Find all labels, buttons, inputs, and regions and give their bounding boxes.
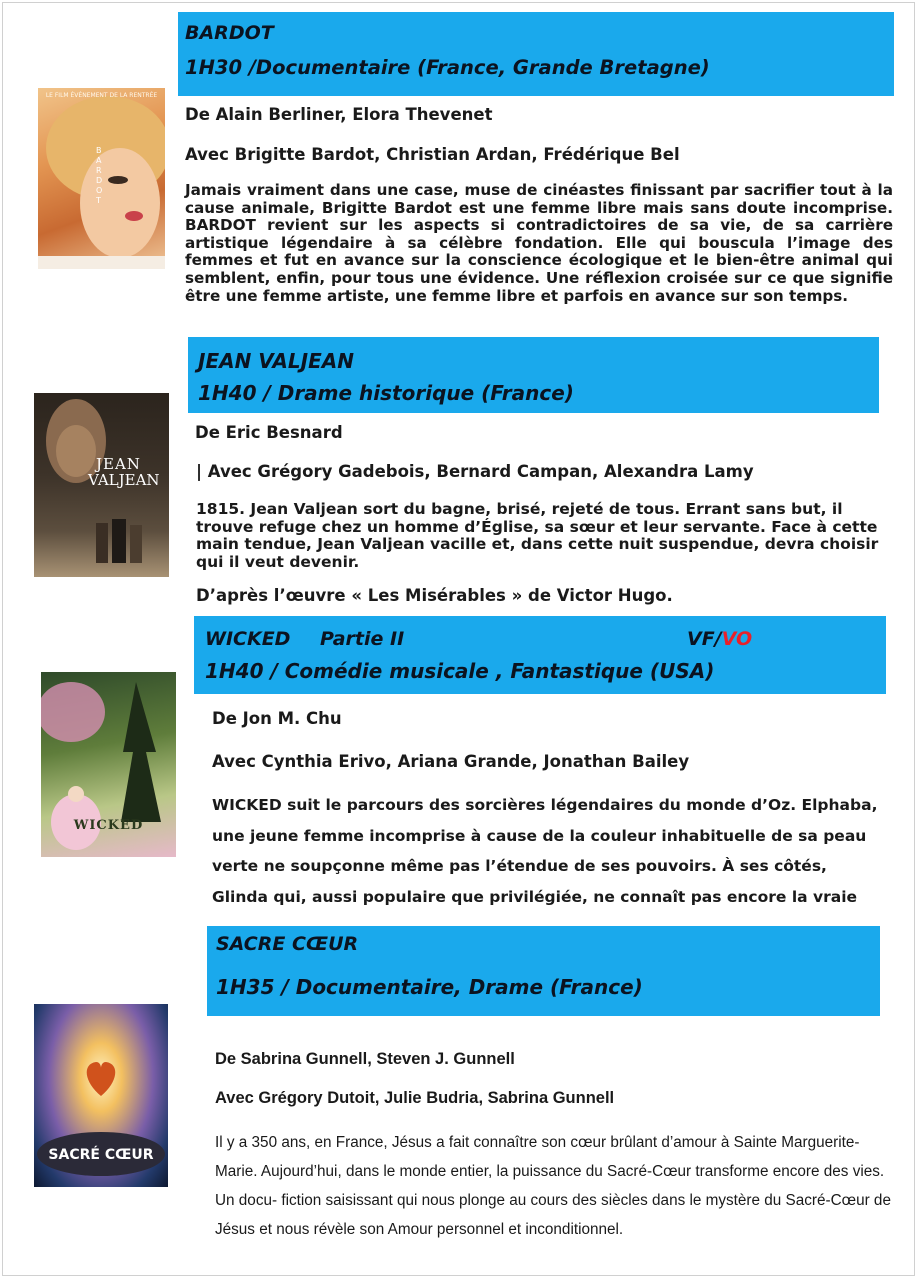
film-cast: Avec Grégory Dutoit, Julie Budria, Sabrina Gunnell	[215, 1089, 615, 1107]
film-info: 1H40 / Drame historique (France)	[198, 381, 574, 405]
poster-title-line-1: JEAN	[96, 455, 141, 473]
film-director: De Sabrina Gunnell, Steven J. Gunnell	[215, 1050, 515, 1068]
film-director: De Alain Berliner, Elora Thevenet	[185, 105, 493, 124]
film-director: De Eric Besnard	[195, 423, 343, 442]
film-info: 1H35 / Documentaire, Drame (France)	[216, 975, 643, 999]
film-version	[687, 628, 752, 650]
poster-sacre-coeur	[34, 1004, 168, 1187]
poster-title: BARDOT	[96, 146, 103, 205]
version-vf: VF/	[687, 628, 722, 650]
film-banner-wicked	[194, 616, 886, 694]
poster-wicked	[41, 672, 176, 857]
film-banner-jean-valjean	[188, 337, 879, 413]
poster-title: WICKED	[73, 818, 144, 833]
film-synopsis: Jamais vraiment dans une case, muse de cinéastes finissant par sacrifier tout à la cause animale, Brigitte Bardot est une femme libre mais sans doute incomprise. BARDOT revient sur les aspects si contradictoires de sa vie, de sa carrière artistique légendaire à sa célèbre fondation. Elle qui bouscula l’image des femmes et fut en avance sur la conscience écologique et le bien-être animal qui semblent, enfin, pour tous une évidence. Une réflexion croisée sur ce que signifie être une femme artiste, une femme libre et parfois en avance sur son temps.	[185, 181, 893, 305]
film-synopsis: WICKED suit le parcours des sorcières légendaires du monde d’Oz. Elphaba, une jeune femme incomprise à cause de la couleur inhabituelle de sa peau verte ne soupçonne même pas l’étendue de ses pouvoirs. À ses côtés, Glinda qui, aussi populaire que privilégiée, ne connaît pas encore la vraie	[212, 796, 878, 906]
film-director: De Jon M. Chu	[212, 709, 342, 728]
film-note: D’après l’œuvre « Les Misérables » de Victor Hugo.	[196, 586, 673, 605]
film-banner-sacre-coeur	[207, 926, 880, 1016]
film-title: SACRE CŒUR	[216, 933, 359, 955]
film-subtitle: Partie II	[320, 628, 405, 650]
film-info: 1H40 / Comédie musicale , Fantastique (USA)	[205, 659, 715, 683]
film-title: BARDOT	[185, 22, 274, 44]
poster-bardot	[38, 88, 165, 269]
poster-title: SACRÉ CŒUR	[48, 1147, 154, 1163]
film-synopsis: Il y a 350 ans, en France, Jésus a fait connaître son cœur brûlant d’amour à Sainte Marguerite-Marie. Aujourd’hui, dans le monde entier, la puissance du Sacré-Cœur transforme encore des vies. Un docu- fiction saisissant qui nous plonge au cours des siècles dans le mystère du Sacré-Cœur de Jésus et nous révèle son Amour personnel et inconditionnel.	[215, 1134, 891, 1238]
poster-jean-valjean	[34, 393, 169, 577]
film-cast: Avec Cynthia Erivo, Ariana Grande, Jonathan Bailey	[212, 752, 690, 771]
film-cast: Avec Brigitte Bardot, Christian Ardan, Frédérique Bel	[185, 145, 680, 164]
poster-title-line-2: VALJEAN	[88, 471, 160, 489]
film-banner-bardot	[178, 12, 894, 96]
film-cast: | Avec Grégory Gadebois, Bernard Campan, Alexandra Lamy	[196, 462, 754, 481]
film-synopsis: 1815. Jean Valjean sort du bagne, brisé, rejeté de tous. Errant sans but, il trouve refuge chez un homme d’Église, sa sœur et leur servante. Face à cette main tendue, Jean Valjean vacille et, dans cette nuit suspendue, devra choisir qui il veut devenir.	[196, 500, 879, 571]
film-title: WICKED	[205, 628, 291, 650]
version-vo: VO	[721, 628, 753, 650]
poster-tagline: LE FILM ÉVÉNEMENT DE LA RENTRÉE	[45, 92, 158, 99]
film-title: JEAN VALJEAN	[198, 349, 354, 373]
film-info: 1H30 /Documentaire (France, Grande Bretagne)	[185, 56, 710, 79]
